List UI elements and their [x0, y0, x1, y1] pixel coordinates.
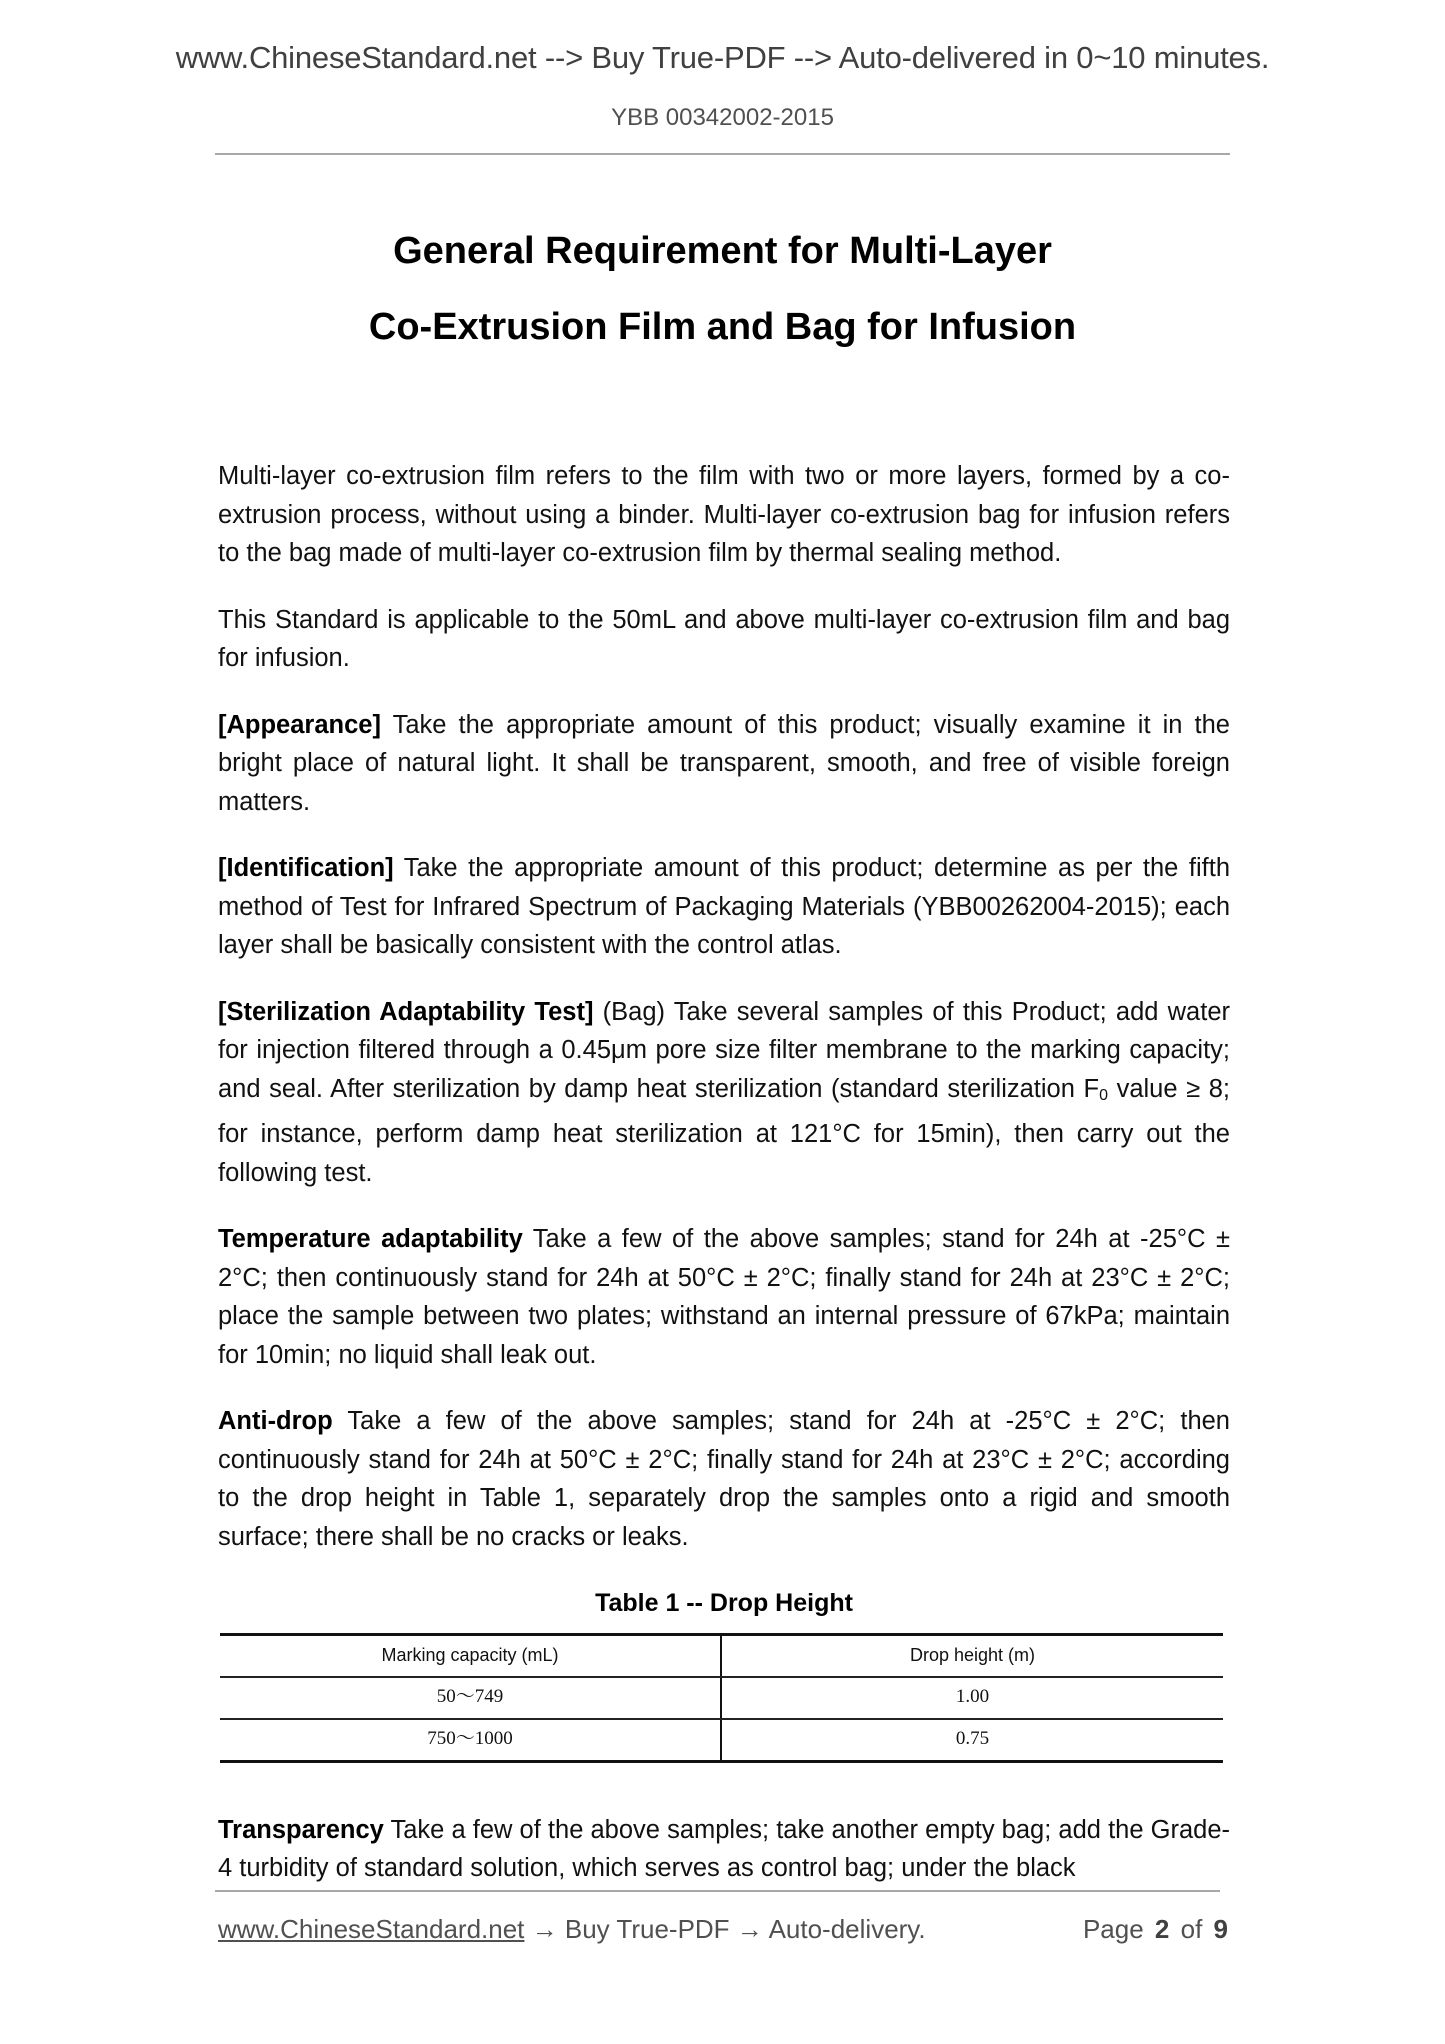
table-cell: 750～1000 — [220, 1719, 721, 1762]
sterilization-text-1: (Bag) Take several samples of this Product; add water for injection filtered through a 0.45μm pore size filter membrane to the marking capacity; and seal. After sterilization by damp heat sterilization (standard sterilization F — [218, 997, 1230, 1103]
anti-drop-text: Take a few of the above samples; stand for 24h at -25°C ± 2°C; then continuously stand for 24h at 50°C ± 2°C; finally stand for 24h at 23°C ± 2°C; according to the drop height in Table 1, separately drop the samples onto a rigid and smooth surface; there shall be no cracks or leaks. — [218, 1407, 1230, 1551]
drop-height-table — [220, 1633, 1223, 1763]
page-current: 2 — [1154, 1914, 1170, 1944]
table-row — [220, 1677, 1223, 1719]
appearance-text: Take the appropriate amount of this product; visually examine it in the bright place of natural light. It shall be transparent, smooth, and free of visible foreign matters. — [218, 710, 1230, 816]
scope-paragraph: This Standard is applicable to the 50mL and above multi-layer co-extrusion film and bag for infusion. — [218, 605, 1230, 672]
page-footer — [218, 1914, 1228, 1945]
page-total: 9 — [1213, 1914, 1228, 1944]
identification-paragraph — [218, 849, 1230, 965]
header-divider — [215, 153, 1230, 155]
temperature-text: Take a few of the above samples; stand for 24h at -25°C ± 2°C; then continuously stand for 24h at 50°C ± 2°C; finally stand for 24h at 23°C ± 2°C; place the sample between two plates; withstand an internal pressure of 67kPa; maintain for 10min; no liquid shall leak out. — [218, 1225, 1231, 1369]
anti-drop-heading: Anti-drop — [218, 1407, 333, 1435]
table-header-cell: Marking capacity (mL) — [220, 1634, 721, 1677]
standard-code: YBB 00342002-2015 — [611, 104, 834, 131]
appearance-heading: [Appearance] — [218, 710, 381, 739]
footer-tail-text: → Buy True-PDF → Auto-delivery. — [524, 1914, 926, 1944]
title-line-2: Co-Extrusion Film and Bag for Infusion — [368, 306, 1077, 348]
document-title — [0, 213, 1445, 365]
transparency-paragraph — [218, 1811, 1230, 1888]
table-cell: 1.00 — [721, 1677, 1223, 1719]
appearance-paragraph — [218, 706, 1230, 822]
page-indicator — [1083, 1914, 1228, 1945]
table-cell: 0.75 — [955, 1728, 990, 1750]
document-body — [218, 457, 1230, 1916]
table-header-cell: Drop height (m) — [721, 1634, 1223, 1677]
anti-drop-paragraph — [218, 1402, 1230, 1556]
sterilization-paragraph — [218, 993, 1230, 1193]
f0-subscript: 0 — [1099, 1086, 1108, 1104]
sterilization-text-2: value ≥ 8; for instance, perform damp heat sterilization at 121°C for 15min), then carry out the following test. — [218, 1074, 1230, 1187]
footer-site-link[interactable]: www.ChineseStandard.net — [218, 1914, 525, 1944]
definition-paragraph: Multi-layer co-extrusion film refers to the film with two or more layers, formed by a co-extrusion process, without using a binder. Multi-layer co-extrusion bag for infusion refers to the bag made of multi-layer co-extrusion film by thermal sealing method. — [218, 462, 1230, 567]
identification-heading: [Identification] — [218, 854, 394, 882]
table-header-row — [220, 1634, 1223, 1677]
top-banner: www.ChineseStandard.net --> Buy True-PDF --> Auto-delivered in 0~10 minutes. — [175, 40, 1270, 75]
sterilization-heading: [Sterilization Adaptability Test] — [218, 997, 594, 1026]
transparency-text: Take a few of the above samples; take another empty bag; add the Grade-4 turbidity of standard solution, which serves as control bag; under the black — [218, 1815, 1230, 1882]
transparency-heading: Transparency — [218, 1815, 384, 1844]
identification-text: Take the appropriate amount of this product; determine as per the fifth method of Test for Infrared Spectrum of Packaging Materials (YBB00262004-2015); each layer shall be basically consistent with the control atlas. — [218, 854, 1230, 959]
table-cell: 50～749 — [220, 1677, 721, 1719]
temperature-heading: Temperature adaptability — [218, 1225, 523, 1253]
temperature-paragraph — [218, 1220, 1230, 1374]
page-label: Page — [1082, 1914, 1144, 1944]
title-line-1: General Requirement for Multi-Layer — [393, 230, 1052, 272]
page-of: of — [1180, 1914, 1203, 1944]
table-caption: Table 1 -- Drop Height — [595, 1589, 853, 1617]
table-row — [220, 1719, 1223, 1762]
footer-divider — [215, 1890, 1220, 1892]
